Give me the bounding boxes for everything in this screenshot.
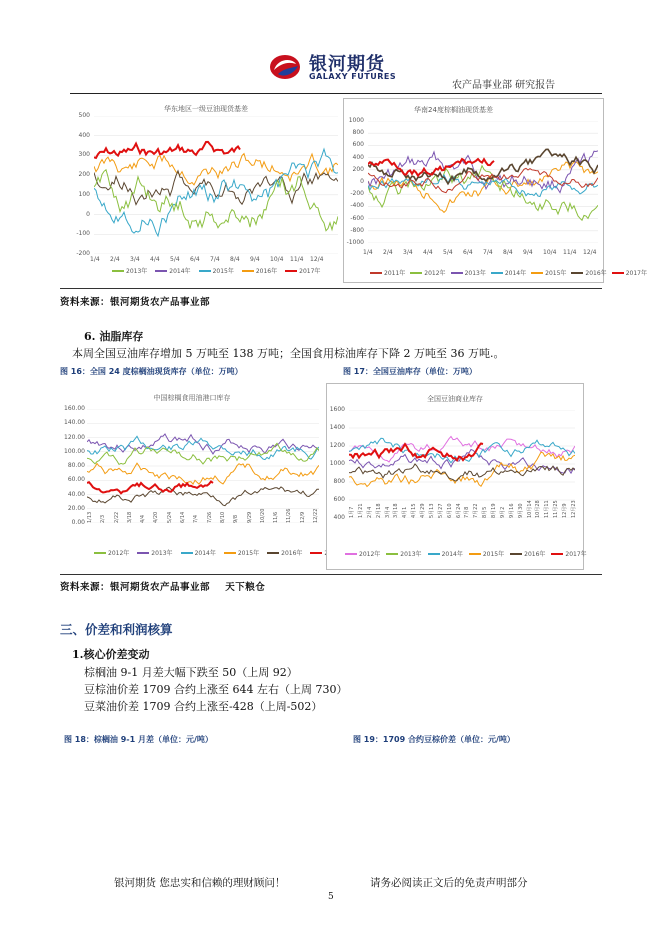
header xyxy=(0,0,662,96)
y-tick-label: 0.00 xyxy=(71,519,85,526)
y-tick-label: 140.00 xyxy=(64,419,85,427)
y-tick-label: 0 xyxy=(360,178,364,185)
x-tick-label: 12/4 xyxy=(583,249,597,256)
x-tick-label: 2月4 xyxy=(366,506,373,518)
chart-palm-basis xyxy=(343,98,647,283)
x-tick-label: 11/26 xyxy=(286,508,293,523)
x-tick-label: 6月24 xyxy=(455,503,462,518)
x-tick-label: 2/4 xyxy=(383,249,393,256)
page-number: 5 xyxy=(328,892,334,902)
legend-item: 2015年 xyxy=(199,266,234,275)
logo-en: GALAXY FUTURES xyxy=(309,72,397,81)
y-tick-label: -100 xyxy=(76,230,90,238)
series-line xyxy=(87,463,319,484)
legend-item: 2016年 xyxy=(510,549,545,558)
x-tick-label: 3月4 xyxy=(384,506,391,518)
x-tick-label: 4/4 xyxy=(423,249,433,256)
source-note-2: 资料来源：银河期货农产品事业部 天下粮仓 xyxy=(60,582,266,593)
legend-item: 2016年 xyxy=(267,548,302,557)
x-tick-label: 9/29 xyxy=(246,511,253,523)
y-tick-label: 500 xyxy=(78,112,90,119)
x-tick-label: 1月7 xyxy=(349,506,355,518)
x-tick-label: 7/26 xyxy=(206,511,213,523)
section-6-text: 本周全国豆油库存增加 5 万吨至 138 万吨；全国食用棕油库存下降 2 万吨至 36 万吨.。 xyxy=(72,347,505,360)
x-tick-label: 1/4 xyxy=(363,249,373,256)
y-tick-label: 160.00 xyxy=(64,405,85,412)
chart-title: 中国棕榈食用油港口库存 xyxy=(153,394,231,402)
y-tick-label: 100.00 xyxy=(64,447,85,455)
legend-item: 2013年 xyxy=(112,266,147,275)
chart-plot-area xyxy=(368,121,598,243)
galaxy-logo-icon xyxy=(268,52,302,82)
y-tick-label: 100 xyxy=(78,190,90,198)
x-tick-label: 9月2 xyxy=(499,506,506,518)
x-tick-label: 10/4 xyxy=(270,256,284,263)
legend-item: 2014年 xyxy=(491,268,526,277)
fig19-caption: 图 19：1709 合约豆棕价差（单位：元/吨） xyxy=(353,735,515,744)
source-note-1: 资料来源：银河期货农产品事业部 xyxy=(60,297,211,308)
y-tick-label: -200 xyxy=(76,250,90,257)
legend-item: 2016年 xyxy=(242,266,277,275)
x-tick-label: 7/4 xyxy=(483,249,493,256)
legend-item: 2015年 xyxy=(224,548,259,557)
legend-item: 2016年 xyxy=(571,268,606,277)
x-tick-label: 4/4 xyxy=(140,514,147,523)
x-tick-label: 10/4 xyxy=(543,249,557,256)
x-tick-label: 5/4 xyxy=(443,249,453,256)
series-line xyxy=(87,436,319,459)
x-tick-label: 12/9 xyxy=(299,511,306,523)
legend-item: 2013年 xyxy=(451,268,486,277)
legend-item: 2012年 xyxy=(410,268,445,277)
y-tick-label: 200 xyxy=(78,171,90,179)
x-tick-label: 7月8 xyxy=(464,506,471,518)
y-tick-label: 800 xyxy=(352,129,364,137)
spread-line-1: 棕榈油 9-1 月差大幅下跌至 50（上周 92） xyxy=(84,666,298,679)
x-tick-label: 7/4 xyxy=(210,256,220,263)
x-tick-label: 12/4 xyxy=(310,256,324,263)
legend-item: 2013年 xyxy=(137,548,172,557)
x-tick-label: 3/18 xyxy=(126,511,133,523)
chart-plot-area xyxy=(349,410,575,518)
x-tick-label: 3月18 xyxy=(393,503,400,518)
legend-item: 2012年 xyxy=(345,549,380,558)
y-tick-label: 20.00 xyxy=(67,504,85,512)
y-tick-label: 400 xyxy=(352,153,364,161)
y-tick-label: -1000 xyxy=(346,239,364,246)
x-tick-label: 12月9 xyxy=(562,503,569,518)
section-3-subheading: 1.核心价差变动 xyxy=(72,648,150,661)
x-tick-label: 1/4 xyxy=(90,256,100,263)
y-tick-label: -200 xyxy=(350,190,364,198)
y-tick-label: 600 xyxy=(352,141,364,149)
x-tick-label: 2/22 xyxy=(113,511,120,523)
x-tick-label: 2/3 xyxy=(100,514,107,523)
footer-disclaimer: 请务必阅读正文后的免责声明部分 xyxy=(370,877,528,889)
x-tick-label: 1月21 xyxy=(357,503,364,518)
x-tick-label: 6/4 xyxy=(463,249,473,256)
y-tick-label: 300 xyxy=(78,151,90,159)
y-tick-label: 1000 xyxy=(329,460,345,467)
y-tick-label: 1000 xyxy=(348,117,364,124)
x-tick-label: 10/20 xyxy=(259,508,266,523)
fig17-caption: 图 17：全国豆油库存（单位：万吨） xyxy=(343,367,477,376)
x-tick-label: 4月15 xyxy=(411,503,418,518)
department-label: 农产品事业部 研究报告 xyxy=(452,80,556,91)
x-tick-label: 8/4 xyxy=(230,256,240,263)
y-tick-label: 600 xyxy=(333,496,345,503)
spread-line-2: 豆棕油价差 1709 合约上涨至 644 左右（上周 730） xyxy=(84,683,348,696)
x-tick-label: 9/8 xyxy=(233,514,240,523)
x-tick-label: 9/4 xyxy=(250,256,260,263)
x-tick-label: 4/20 xyxy=(153,511,160,523)
chart-legend xyxy=(370,268,647,277)
x-tick-label: 7月22 xyxy=(473,503,480,518)
x-tick-label: 2/4 xyxy=(110,256,120,263)
x-tick-label: 4月29 xyxy=(420,503,427,518)
section-6-heading: 6. 油脂库存 xyxy=(84,330,144,343)
y-tick-label: 400 xyxy=(333,514,345,521)
chart-title: 全国豆油商业库存 xyxy=(427,395,483,403)
legend-item: 2014年 xyxy=(155,266,190,275)
section-3-heading: 三、价差和利润核算 xyxy=(60,622,173,637)
x-tick-label: 5/24 xyxy=(166,511,173,523)
legend-item: 2017年 xyxy=(612,268,647,277)
legend-item: 2015年 xyxy=(469,549,504,558)
x-tick-label: 5月13 xyxy=(428,503,435,518)
fig16-caption: 图 16：全国 24 度棕榈油现货库存（单位：万吨） xyxy=(60,367,243,376)
x-tick-label: 6/14 xyxy=(180,511,187,523)
x-tick-label: 10月14 xyxy=(526,500,533,518)
x-tick-label: 4/4 xyxy=(150,256,160,263)
x-tick-label: 11/6 xyxy=(273,511,280,523)
y-tick-label: 1600 xyxy=(329,406,345,413)
y-tick-label: 1400 xyxy=(329,424,345,431)
x-tick-label: 4月1 xyxy=(402,506,409,518)
chart-soyoil-inventory xyxy=(326,383,587,570)
y-tick-label: 200 xyxy=(352,165,364,173)
y-tick-label: 120.00 xyxy=(64,433,85,441)
x-tick-label: 1/13 xyxy=(87,511,93,523)
y-tick-label: 400 xyxy=(78,131,90,139)
header-rule xyxy=(70,93,602,94)
x-tick-label: 3/4 xyxy=(403,249,413,256)
x-tick-label: 6/4 xyxy=(190,256,200,263)
chart-palm-inventory xyxy=(60,383,324,566)
x-tick-label: 5月27 xyxy=(437,503,444,518)
x-tick-label: 8月19 xyxy=(491,503,498,518)
chart-title: 华东地区一级豆油现货基差 xyxy=(164,105,248,113)
y-tick-label: 80.00 xyxy=(67,462,85,469)
footer-slogan: 银河期货 您忠实和信赖的理财顾问！ xyxy=(114,877,286,889)
x-tick-label: 8/10 xyxy=(219,511,226,523)
y-tick-label: 40.00 xyxy=(67,490,85,498)
x-tick-label: 10月28 xyxy=(535,500,542,518)
x-tick-label: 11/4 xyxy=(290,256,304,263)
series-line xyxy=(368,166,598,221)
y-tick-label: -400 xyxy=(350,202,364,210)
x-tick-label: 9月30 xyxy=(517,503,524,518)
chart-legend xyxy=(94,548,346,557)
y-tick-label: -600 xyxy=(350,214,364,222)
series-line xyxy=(87,487,319,506)
logo-cn: 银河期货 xyxy=(309,54,385,75)
legend-item: 2011年 xyxy=(370,268,405,277)
chart-title: 华南24度棕榈油现货基差 xyxy=(414,106,493,114)
x-tick-label: 11月25 xyxy=(553,500,560,518)
x-tick-label: 9/4 xyxy=(523,249,533,256)
x-tick-label: 8月5 xyxy=(482,506,489,518)
legend-item: 2017年 xyxy=(285,266,320,275)
legend-item: 2012年 xyxy=(94,548,129,557)
x-tick-label: 2月18 xyxy=(375,503,382,518)
y-tick-label: 800 xyxy=(333,478,345,485)
y-tick-label: 1200 xyxy=(329,442,345,449)
chart-plot-area xyxy=(94,116,338,254)
legend-item: 2015年 xyxy=(531,268,566,277)
fig18-caption: 图 18：棕榈油 9-1 月差（单位：元/吨） xyxy=(64,735,213,744)
chart-plot-area xyxy=(87,409,319,523)
legend-item: 2013年 xyxy=(386,549,421,558)
x-tick-label: 3/4 xyxy=(130,256,140,263)
legend-item: 2014年 xyxy=(181,548,216,557)
series-line xyxy=(94,170,338,231)
x-tick-label: 6月10 xyxy=(446,503,453,518)
x-tick-label: 5/4 xyxy=(170,256,180,263)
y-tick-label: 60.00 xyxy=(67,476,85,484)
legend-item: 2014年 xyxy=(428,549,463,558)
chart-legend xyxy=(112,266,320,275)
rule-2 xyxy=(60,574,602,575)
x-tick-label: 7/4 xyxy=(193,514,200,523)
legend-item: 2017年 xyxy=(551,549,586,558)
x-tick-label: 8/4 xyxy=(503,249,513,256)
chart-soybean-basis xyxy=(72,96,340,282)
spread-line-3: 豆菜油价差 1709 合约上涨至-428（上周-502） xyxy=(84,700,323,713)
rule-1 xyxy=(60,288,602,289)
chart-legend xyxy=(345,549,587,558)
x-tick-label: 12/22 xyxy=(313,508,319,523)
x-tick-label: 11/4 xyxy=(563,249,577,256)
y-tick-label: 0 xyxy=(86,210,90,218)
x-tick-label: 12月23 xyxy=(571,500,577,518)
y-tick-label: -800 xyxy=(350,226,364,234)
x-tick-label: 9月16 xyxy=(508,503,515,518)
x-tick-label: 11月11 xyxy=(544,500,551,518)
